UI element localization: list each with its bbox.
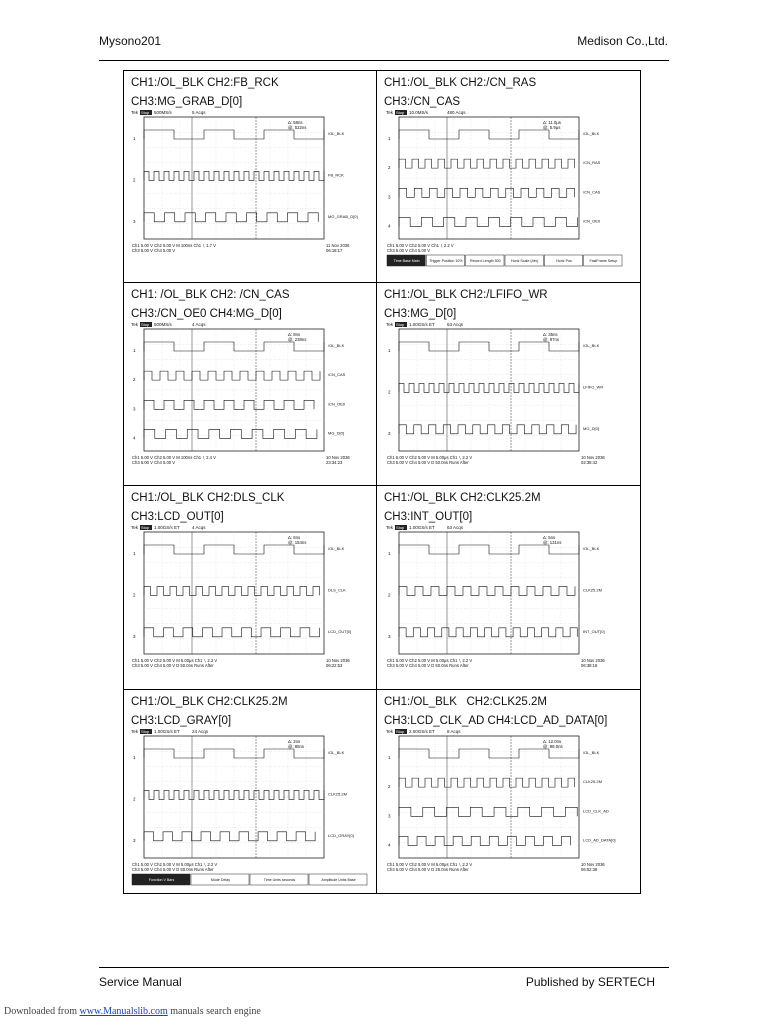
trace-label: LCD_CLK_AD [583, 807, 609, 813]
channel-marker: 3 [388, 430, 391, 436]
oscilloscope-screenshot [130, 524, 370, 684]
soft-key-label: Function V Bars [148, 877, 175, 882]
download-note: Downloaded from www.Manualslib.com manuals search engine [4, 1006, 261, 1017]
run-state: Stop [396, 525, 405, 531]
scale-readout-2: Ch3 5.00 V Ch4 5.00 V D 50.0ns Runs After [387, 663, 469, 669]
caption-line-1: CH1: /OL_BLK CH2: /CN_CAS [131, 289, 290, 301]
channel-marker: 1 [388, 551, 391, 557]
cursor-position: @: 154ns [288, 540, 307, 546]
capture-date: 10 Nov 2036 [326, 658, 350, 664]
tek-label: Tek [131, 322, 139, 327]
acquisition-count: 8 Acqs [447, 728, 461, 734]
channel-marker: 3 [388, 812, 391, 818]
capture-date: 11 Nov 2036 [326, 243, 350, 248]
acquisition-count: 63 Acqs [447, 322, 464, 327]
manualslib-link[interactable]: www.Manualslib.com [79, 1006, 168, 1017]
scope-panel [124, 283, 377, 486]
caption-line-2: CH3:MG_GRAB_D[0] [131, 96, 243, 108]
acquisition-count: 24 Acqs [192, 728, 209, 734]
sample-rate: 1.00GS/s ET [409, 525, 435, 531]
scope-grid [123, 70, 641, 894]
cursor-position: @: 5.9μs [543, 125, 561, 130]
soft-key-label: Horiz Scale (/div) [510, 259, 539, 263]
caption-line-1: CH1:/OL_BLK CH2:CLK25.2M [131, 695, 288, 708]
channel-marker: 1 [133, 551, 136, 557]
panel-caption [384, 74, 536, 112]
channel-marker: 4 [388, 842, 391, 848]
scale-readout-1: Ch1 5.00 V Ch2 5.00 V M 100ns Ch1 ∖ 1.7 V [132, 243, 216, 248]
acquisition-count: 5 Acqs [192, 110, 206, 115]
channel-marker: 3 [133, 218, 136, 224]
caption-line-2: CH3:MG_D[0] [384, 308, 457, 320]
trace-label: /CN_CAS [583, 189, 601, 195]
panel-caption [131, 693, 288, 731]
capture-date: 10 Nov 2036 [326, 455, 350, 460]
cursor-delta: Δ: 6ns [288, 535, 301, 541]
sample-rate: 500MS/s [154, 322, 172, 327]
capture-time: 06:22:53 [326, 663, 343, 669]
sample-rate: 1.00GS/s ET [154, 728, 180, 734]
trace-label: /OL_BLK [328, 343, 345, 348]
soft-key-label: Mode Delay [210, 877, 231, 882]
scale-readout-2: Ch3 5.00 V Ch4 5.00 V D 50.0ns Runs After [132, 663, 214, 669]
soft-key-label: Trigger Position 10% [429, 259, 463, 263]
acquisition-count: 4 Acqs [192, 525, 206, 531]
scale-readout-1: Ch1 5.00 V Ch2 5.00 V M 100ns Ch1 ∖ 2.4 V [132, 455, 216, 460]
panel-caption [131, 489, 284, 527]
footer-rule [99, 967, 669, 968]
cursor-position: @: 238ns [288, 337, 307, 342]
sample-rate: 2.00GS/s ET [409, 728, 435, 734]
scale-readout-2: Ch3 5.00 V Ch4 5.00 V D 25.0ns Runs After [387, 866, 469, 872]
capture-date: 10 Nov 2036 [581, 455, 605, 460]
channel-marker: 4 [133, 435, 136, 441]
scale-readout-1: Ch1 5.00 V Ch2 5.00 V Ch1 ∖ 2.2 V [387, 243, 454, 248]
trace-label: CLK25.2M [583, 778, 602, 784]
scope-panel [124, 71, 377, 283]
sample-rate: 10.0MS/s [409, 110, 429, 115]
soft-key-label: Record Length 500 [470, 259, 501, 263]
tek-label: Tek [131, 110, 139, 115]
trace-label: /OL_BLK [328, 749, 345, 755]
scale-readout-2: Ch3 5.00 V Ch4 5.00 V D 50.0ns Runs After [132, 866, 214, 872]
cursor-position: @: 85ns [288, 743, 305, 749]
trace-label: LCD_OUT[0] [328, 629, 352, 635]
panel-caption [384, 693, 607, 731]
cursor-position: @: 97ns [543, 337, 560, 342]
channel-marker: 1 [133, 136, 136, 141]
tek-label: Tek [131, 728, 139, 734]
trace-label: DLS_CLK [328, 587, 346, 593]
scope-panel [124, 486, 377, 689]
scale-readout-2: Ch3 5.00 V Ch4 5.00 V [132, 460, 176, 465]
caption-line-2: CH3:INT_OUT[0] [384, 511, 473, 524]
channel-marker: 2 [133, 377, 136, 383]
channel-marker: 1 [133, 348, 136, 353]
scale-readout-1: Ch1 5.00 V Ch2 5.00 V M 5.00μs Ch1 ∖ 2.2 V [132, 861, 218, 867]
scale-readout-2: Ch3 5.00 V Ch4 5.00 V [132, 248, 176, 253]
trace-label: FB_RCK [328, 172, 344, 178]
soft-key-label: FastFrame Setup [589, 259, 618, 263]
scope-panel [124, 690, 377, 893]
trace-label: LCD_GRAY[0] [328, 832, 354, 838]
run-state: Stop [141, 322, 150, 327]
tek-label: Tek [386, 110, 394, 115]
caption-line-2: CH3:LCD_OUT[0] [131, 511, 224, 524]
cursor-position: @: 522ns [288, 125, 307, 130]
oscilloscope-screenshot [385, 109, 625, 269]
sample-rate: 1.00GS/s ET [409, 322, 435, 327]
capture-time: 06:18:17 [326, 248, 343, 253]
trace-label: CLK25.2M [583, 587, 602, 593]
sample-rate: 500MS/s [154, 110, 172, 115]
trace-label: /OL_BLK [583, 749, 600, 755]
run-state: Stop [141, 110, 150, 115]
capture-date: 10 Nov 2036 [581, 658, 605, 664]
soft-key-label: Horiz Pos [556, 259, 572, 263]
trace-label: /OL_BLK [583, 131, 600, 136]
channel-marker: 4 [388, 223, 391, 229]
header-left: Mysono201 [99, 34, 162, 48]
channel-marker: 3 [133, 634, 136, 640]
channel-marker: 3 [133, 406, 136, 412]
cursor-position: @: 98.0ns [543, 743, 563, 749]
oscilloscope-screenshot [385, 321, 625, 481]
tek-label: Tek [386, 728, 394, 734]
header-rule [99, 60, 669, 61]
cursor-delta: Δ: 35ns [543, 332, 558, 337]
caption-line-1: CH1:/OL_BLK CH2:DLS_CLK [131, 492, 285, 505]
panel-caption [384, 489, 541, 527]
scope-panel [377, 690, 640, 893]
scale-readout-2: Ch3 5.00 V Ch4 5.00 V D 50.0ns Runs After [387, 460, 469, 465]
channel-marker: 1 [388, 136, 391, 141]
sample-rate: 1.00GS/s ET [154, 525, 180, 531]
trace-label: MG_D[0] [583, 425, 600, 431]
caption-line-2: CH3:LCD_CLK_AD CH4:LCD_AD_DATA[0] [384, 714, 608, 727]
trace-label: MG_GRAB_D[0] [328, 213, 358, 219]
cursor-delta: Δ: 58ns [288, 120, 303, 125]
run-state: Stop [141, 525, 150, 531]
footer-right: Published by SERTECH [525, 975, 655, 989]
header-right: Medison Co.,Ltd. [577, 34, 668, 48]
channel-marker: 1 [133, 754, 136, 760]
caption-line-1: CH1:/OL_BLK CH2:/CN_RAS [384, 77, 537, 89]
acquisition-count: 480 Acqs [447, 110, 466, 115]
channel-marker: 1 [388, 754, 391, 760]
trace-label: /CN_OE0 [583, 218, 601, 224]
run-state: Stop [396, 322, 405, 327]
caption-line-1: CH1:/OL_BLK CH2:CLK25.2M [384, 492, 541, 505]
cursor-delta: Δ: 12.0ns [543, 738, 562, 744]
channel-marker: 2 [388, 592, 391, 598]
trace-label: /CN_OE0 [328, 401, 346, 407]
run-state: Stop [396, 728, 405, 734]
capture-time: 23:34:23 [326, 460, 343, 465]
panel-caption [131, 286, 290, 324]
scale-readout-1: Ch1 5.00 V Ch2 5.00 V M 5.00μs Ch1 ∖ 2.2 V [132, 658, 218, 664]
trace-label: INT_OUT[0] [583, 629, 605, 635]
cursor-delta: Δ: 8ns [288, 332, 301, 337]
caption-line-1: CH1:/OL_BLK CH2:/LFIFO_WR [384, 289, 548, 301]
channel-marker: 1 [388, 348, 391, 353]
channel-marker: 2 [388, 165, 391, 171]
soft-key-label: Time Base Main [393, 259, 420, 263]
oscilloscope-screenshot [130, 321, 370, 481]
acquisition-count: 63 Acqs [447, 525, 464, 531]
channel-marker: 2 [133, 177, 136, 183]
trace-label: /OL_BLK [328, 131, 345, 136]
caption-line-1: CH1:/OL_BLK CH2:FB_RCK [131, 77, 279, 89]
panel-caption [384, 286, 548, 324]
footer-left: Service Manual [99, 975, 182, 989]
capture-time: 06:52:38 [581, 866, 598, 872]
capture-time: 02:38:42 [581, 460, 598, 465]
scale-readout-1: Ch1 5.00 V Ch2 5.00 V M 5.00μs Ch1 ∖ 2.2 V [387, 455, 473, 460]
channel-marker: 3 [133, 837, 136, 843]
trace-label: /OL_BLK [328, 546, 345, 552]
panel-caption [131, 74, 279, 112]
caption-line-1: CH1:/OL_BLK CH2:CLK25.2M [384, 695, 547, 708]
channel-marker: 3 [388, 634, 391, 640]
cursor-delta: Δ: 5ns [543, 535, 556, 541]
cursor-delta: Δ: 2ns [288, 738, 301, 744]
oscilloscope-screenshot [130, 109, 370, 269]
trace-label: LFIFO_WR [583, 384, 604, 390]
soft-key-label: Amplitude Units Base [321, 877, 356, 882]
channel-marker: 2 [133, 796, 136, 802]
scale-readout-1: Ch1 5.00 V Ch2 5.00 V M 5.00μs Ch1 ∖ 2.2 V [387, 861, 473, 867]
tek-label: Tek [386, 525, 394, 531]
scope-panel [377, 283, 640, 486]
trace-label: /OL_BLK [583, 343, 600, 348]
run-state: Stop [141, 728, 150, 734]
acquisition-count: 4 Acqs [192, 322, 206, 327]
tek-label: Tek [386, 322, 394, 327]
scope-panel [377, 71, 640, 283]
scale-readout-2: Ch3 5.00 V Ch4 5.00 V [387, 248, 431, 253]
oscilloscope-screenshot [385, 728, 625, 888]
trace-label: LCD_AD_DATA[0] [583, 837, 616, 843]
caption-line-2: CH3:/CN_OE0 CH4:MG_D[0] [131, 308, 282, 320]
capture-time: 06:38:18 [581, 663, 598, 669]
trace-label: MG_D[0] [328, 430, 345, 436]
trace-label: /OL_BLK [583, 546, 600, 552]
oscilloscope-screenshot [385, 524, 625, 684]
oscilloscope-screenshot [130, 728, 370, 888]
channel-marker: 3 [388, 194, 391, 200]
channel-marker: 2 [133, 592, 136, 598]
scale-readout-1: Ch1 5.00 V Ch2 5.00 V M 5.00μs Ch1 ∖ 2.2 V [387, 658, 473, 664]
soft-key-label: Time Units seconds [263, 877, 296, 882]
caption-line-2: CH3:LCD_GRAY[0] [131, 714, 232, 727]
trace-label: /CN_RAS [583, 160, 601, 166]
capture-date: 10 Nov 2036 [581, 861, 605, 867]
channel-marker: 2 [388, 389, 391, 395]
trace-label: /CN_CAS [328, 372, 346, 378]
run-state: Stop [396, 110, 405, 115]
caption-line-2: CH3:/CN_CAS [384, 96, 461, 108]
trace-label: CLK25.2M [328, 791, 347, 797]
tek-label: Tek [131, 525, 139, 531]
cursor-delta: Δ: 11.0μs [543, 120, 561, 125]
scope-panel [377, 486, 640, 689]
cursor-position: @: 131ns [543, 540, 562, 546]
channel-marker: 2 [388, 783, 391, 789]
